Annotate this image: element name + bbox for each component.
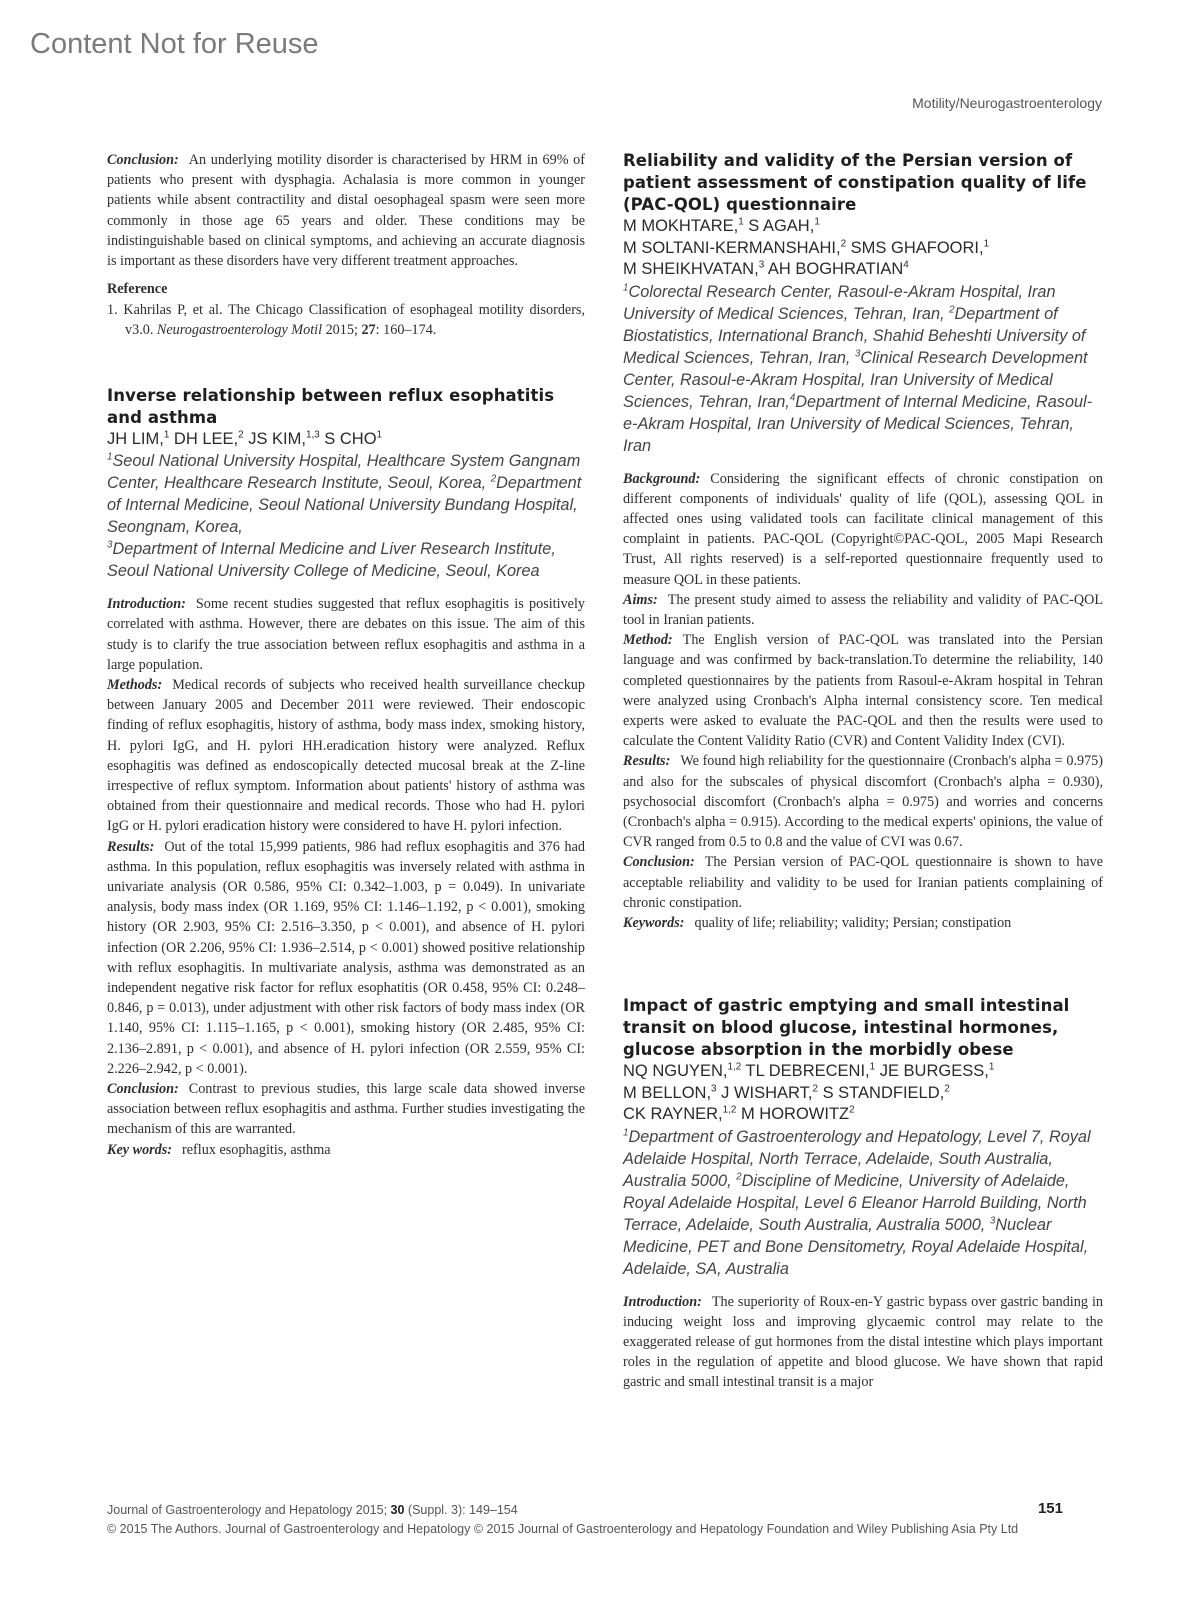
author: JH LIM, bbox=[107, 429, 164, 448]
section-label: Aims: bbox=[623, 591, 658, 608]
left-column bbox=[107, 150, 585, 1160]
author: S STANDFIELD, bbox=[818, 1083, 945, 1102]
section-text: Contrast to previous studies, this large scale data showed inverse association between reflux esophagitis and asthma. Further studies investigating the mechanism of this are warranted. bbox=[107, 1081, 585, 1138]
abstract-reflux-asthma bbox=[107, 385, 585, 1160]
section-text: The present study aimed to assess the reliability and validity of PAC-QOL tool in Iranian patients. bbox=[623, 591, 1103, 628]
section-text: Out of the total 15,999 patients, 986 had reflux esophagitis and 376 had asthma. In this population, reflux esophagitis was inversely related with asthma in univariate analysis (OR 0.586, 95% CI: 0.342–1.003, p = 0.049). In univariate analysis, body mass index (OR 1.169, 95% CI: 1.146–1.192, p < 0.001), smoking history (OR 2.903, 95% CI: 2.516–3.350, p < 0.001), and absence of H. pylori infection (OR 2.206, 95% CI: 1.936–2.514, p < 0.001) showed positive relationship with reflux esophagitis. In multivariate analysis, asthma was demonstrated as an independent negative risk factor for reflux esophatitis (OR 0.458, 95% CI: 0.248–0.846, p = 0.013), under adjustment with other risk factors of body mass index (OR 1.140, 95% CI: 1.115–1.165, p < 0.001), smoking history (OR 2.485, 95% CI: 2.136–2.891, p < 0.001), and absence of H. pylori infection (OR 2.559, 95% CI: 2.226–2.942, p < 0.001). bbox=[107, 838, 585, 1077]
affil-sup: 2 bbox=[490, 473, 497, 485]
author: JS KIM, bbox=[243, 429, 306, 448]
author: TL DEBRECENI, bbox=[741, 1062, 870, 1081]
affiliation: Clinical Research Development Center, Rasoul-e-Akram Hospital, Iran University of Medical Sciences, Tehran, Iran, bbox=[623, 348, 1088, 411]
author: M SOLTANI-KERMANSHAHI, bbox=[623, 238, 841, 257]
citation-pages: (Suppl. 3): 149–154 bbox=[404, 1503, 518, 1517]
author-sup: 3 bbox=[711, 1083, 717, 1095]
section-label: Results: bbox=[107, 838, 155, 855]
abstract-affiliations bbox=[623, 281, 1103, 457]
citation-text: Journal of Gastroenterology and Hepatology 2015; bbox=[107, 1503, 391, 1517]
affiliation: Nuclear Medicine, PET and Bone Densitometry, Royal Adelaide Hospital, Adelaide, SA, Australia bbox=[623, 1215, 1089, 1278]
abstract-section-introduction bbox=[107, 594, 585, 675]
section-label: Conclusion: bbox=[623, 854, 695, 871]
reference-journal: Neurogastroenterology Motil bbox=[156, 322, 323, 339]
author-sup: 1,2 bbox=[727, 1061, 742, 1073]
abstract-section-results bbox=[623, 751, 1103, 852]
abstract-section-introduction bbox=[623, 1292, 1103, 1393]
affiliation: Department of Internal Medicine, Seoul National University Bundang Hospital, Seongnam, Korea, bbox=[107, 474, 582, 537]
affiliation: Discipline of Medicine, University of Adelaide, Royal Adelaide Hospital, Level 6 Eleanor Harrold Building, North Terrace, Adelaide, South Australia, Australia 5000, bbox=[623, 1171, 1087, 1234]
author: J WISHART, bbox=[716, 1083, 813, 1102]
author: M BELLON, bbox=[623, 1083, 712, 1102]
author-sup: 2 bbox=[238, 429, 244, 441]
affil-sup: 3 bbox=[854, 348, 861, 360]
affiliation: Department of Gastroenterology and Hepatology, Level 7, Royal Adelaide Hospital, North Terrace, Adelaide, South Australia, Australia 5000, bbox=[623, 1127, 1091, 1190]
reference-number: 1. bbox=[107, 302, 118, 319]
abstract-gastric-emptying bbox=[623, 995, 1103, 1393]
author: CK RAYNER, bbox=[623, 1105, 723, 1124]
citation-volume: 30 bbox=[390, 1503, 405, 1517]
reference-pages: : 160–174. bbox=[375, 322, 437, 339]
author-sup: 1 bbox=[988, 1061, 995, 1073]
abstract-section-conclusion bbox=[623, 852, 1103, 913]
footer-citation bbox=[107, 1503, 518, 1517]
section-label: Conclusion: bbox=[107, 1081, 179, 1097]
author: SMS GHAFOORI, bbox=[846, 238, 984, 257]
author: S CHO bbox=[319, 429, 377, 448]
section-label: Keywords: bbox=[623, 914, 685, 931]
section-text: The Persian version of PAC-QOL questionnaire is shown to have acceptable reliability and validity to be used for Iranian patients complaining of chronic constipation. bbox=[623, 854, 1103, 911]
affiliation: Department of Internal Medicine, Rasoul-e-Akram Hospital, Iran University of Medical Sciences, Tehran, Iran bbox=[623, 392, 1093, 455]
author-sup: 3 bbox=[758, 259, 765, 271]
author: S AGAH, bbox=[743, 217, 815, 235]
abstract-title: Reliability and validity of the Persian version of patient assessment of constipation quality of life (PAC-QOL) questionnaire bbox=[623, 151, 1087, 214]
author-sup: 4 bbox=[903, 259, 909, 271]
abstract-section-method bbox=[623, 630, 1103, 751]
section-tag: Motility/Neurogastroenterology bbox=[912, 95, 1102, 111]
abstract-title: Impact of gastric emptying and small intestinal transit on blood glucose, intestinal hormones, glucose absorption in the morbidly obese bbox=[623, 996, 1070, 1060]
abstract-authors bbox=[107, 429, 585, 451]
author: DH LEE, bbox=[169, 429, 239, 448]
reference-item bbox=[107, 300, 585, 340]
right-column bbox=[623, 150, 1103, 1393]
author-sup: 2 bbox=[849, 1104, 855, 1116]
author: JE BURGESS, bbox=[875, 1062, 989, 1081]
author-sup: 1 bbox=[738, 216, 744, 228]
author-sup: 2 bbox=[840, 238, 847, 250]
section-text: An underlying motility disorder is characterised by HRM in 69% of patients who present with dysphagia. Achalasia is more common in younger patients while absent contractility and distal oesophageal spasm were seen more commonly in those age 65 years and older. These conditions may be indistinguishable based on clinical symptoms, and achieving an accurate diagnosis is important as these disorders have very different treatment approaches. bbox=[107, 152, 585, 270]
section-text: Considering the significant effects of chronic constipation on different components of individuals' quality of life (QOL), assessing QOL in affected ones using validated tools can facilitate clinical management of this complaint in patients. PAC-QOL (Copyright©PAC-QOL, 2005 Mapi Research Trust, All rights reserved) is a self-reported questionnaire frequently used to measure QOL in these patients. bbox=[623, 470, 1103, 588]
author-sup: 1 bbox=[983, 238, 990, 250]
author: NQ NGUYEN, bbox=[623, 1062, 728, 1081]
author-sup: 1,2 bbox=[722, 1104, 737, 1116]
abstract-authors bbox=[623, 216, 1103, 281]
author-sup: 1,3 bbox=[305, 429, 320, 441]
affil-sup: 2 bbox=[736, 1171, 742, 1183]
affil-sup: 1 bbox=[623, 282, 629, 294]
section-label: Conclusion: bbox=[107, 152, 179, 168]
section-text: Medical records of subjects who received health surveillance checkup between January 2005 and December 2011 were reviewed. Their endoscopic finding of reflux esophagitis, history of asthma, body mass index, smoking history, H. pylori IgG, and H. pylori HH.eradication history were analyzed. Reflux esophagitis was defined as endoscopically detected mucosal break at the Z-line irrespective of reflux symptom. Information about patients' history of asthma was obtained from their questionnaire and medical records. Those who had H. pylori IgG or H. pylori eradication history were considered to have H. pylori infection. bbox=[107, 676, 585, 835]
prev-abstract-conclusion bbox=[107, 150, 585, 271]
section-text: quality of life; reliability; validity; Persian; constipation bbox=[694, 914, 1012, 931]
author: AH BOGHRATIAN bbox=[764, 260, 904, 278]
abstract-section-aims bbox=[623, 590, 1103, 630]
author-sup: 2 bbox=[944, 1083, 950, 1095]
watermark: Content Not for Reuse bbox=[30, 28, 319, 60]
section-text: The English version of PAC-QOL was translated into the Persian language and was confirmed by back-translation.To determine the reliability, 140 completed questionnaires by the patients from Rasoul-e-Akram hospital in Tehran were analyzed using Cronbach's Alpha internal consistency score. Ten medical experts were asked to evaluate the PAC-QOL and then the results were used to calculate the Content Validity Ratio (CVR) and Content Validity Index (CVI). bbox=[623, 632, 1103, 750]
page-number: 151 bbox=[1037, 1500, 1063, 1517]
affil-sup: 1 bbox=[623, 1127, 629, 1139]
affiliation: Department of Biostatistics, International Branch, Shahid Beheshti University of Medical Sciences, Tehran, Iran, bbox=[623, 304, 1086, 367]
abstract-title: Inverse relationship between reflux esophatitis and asthma bbox=[107, 385, 555, 427]
abstract-section-methods bbox=[107, 675, 585, 837]
section-label: Methods: bbox=[107, 676, 163, 693]
section-label: Results: bbox=[623, 753, 671, 770]
author-sup: 1 bbox=[376, 429, 383, 441]
author: M SHEIKHVATAN, bbox=[623, 260, 759, 278]
author-sup: 1 bbox=[163, 429, 170, 441]
affiliation: Colorectal Research Center, Rasoul-e-Akram Hospital, Iran University of Medical Sciences, Tehran, Iran, bbox=[623, 282, 1056, 323]
affil-sup: 4 bbox=[789, 392, 796, 404]
abstract-section-keywords bbox=[107, 1140, 585, 1160]
reference-heading: Reference bbox=[107, 281, 168, 298]
section-label: Method: bbox=[623, 632, 673, 649]
affil-sup: 2 bbox=[949, 304, 955, 316]
reference-volume: 27 bbox=[361, 322, 376, 339]
reference-year: 2015; bbox=[322, 322, 362, 339]
abstract-pac-qol bbox=[623, 150, 1103, 933]
affiliation: Seoul National University Hospital, Healthcare System Gangnam Center, Healthcare Research Institute, Seoul, Korea, bbox=[107, 452, 581, 493]
section-text: We found high reliability for the questionnaire (Cronbach's alpha = 0.975) and also for the subscales of physical discomfort (Cronbach's alpha = 0.930), psychosocial discomfort (Cronbach's alpha = 0.975) and worries and concerns (Cronbach's alpha = 0.915). According to the medical experts' opinions, the value of CVR ranged from 0.5 to 0.8 and the value of CVI was 0.67. bbox=[623, 753, 1103, 851]
section-label: Background: bbox=[623, 470, 701, 487]
section-text: reflux esophagitis, asthma bbox=[182, 1141, 331, 1158]
reference-text: Kahrilas P, et al. The Chicago Classification of esophageal motility disorders, v3.0. bbox=[123, 302, 586, 339]
abstract-authors bbox=[623, 1061, 1103, 1126]
abstract-section-keywords bbox=[623, 913, 1103, 933]
affil-sup: 1 bbox=[107, 451, 113, 463]
footer-copyright: © 2015 The Authors. Journal of Gastroenterology and Hepatology © 2015 Journal of Gastroenterology and Hepatology Foundation and Wiley Publishing Asia Pty Ltd bbox=[107, 1522, 1019, 1536]
section-label: Key words: bbox=[107, 1141, 173, 1158]
affil-sup: 3 bbox=[989, 1215, 996, 1227]
abstract-section-conclusion bbox=[107, 1079, 585, 1140]
section-text: The superiority of Roux-en-Y gastric bypass over gastric banding in inducing weight loss and improving glycaemic control may relate to the exaggerated release of gut hormones from the distal intestine which plays important roles in the regulation of appetite and blood glucose. We have shown that rapid gastric and small intestinal transit is a major bbox=[623, 1293, 1103, 1391]
author: M HOROWITZ bbox=[736, 1105, 850, 1124]
author-sup: 1 bbox=[869, 1061, 876, 1073]
abstract-affiliations bbox=[107, 450, 585, 582]
section-label: Introduction: bbox=[623, 1293, 702, 1310]
abstract-section-results bbox=[107, 837, 585, 1079]
affiliation: Department of Internal Medicine and Liver Research Institute, Seoul National University College of Medicine, Seoul, Korea bbox=[107, 540, 556, 581]
abstract-section-background bbox=[623, 469, 1103, 590]
author: M MOKHTARE, bbox=[623, 217, 739, 235]
author-sup: 2 bbox=[812, 1083, 818, 1095]
section-label: Introduction: bbox=[107, 596, 186, 613]
section-text: Some recent studies suggested that reflux esophagitis is positively correlated with asthma. However, there are debates on this issue. The aim of this study is to clarify the true association between reflux esophagitis and asthma in a large population. bbox=[107, 596, 585, 673]
author-sup: 1 bbox=[814, 216, 820, 228]
affil-sup: 3 bbox=[107, 539, 113, 551]
abstract-affiliations bbox=[623, 1126, 1103, 1280]
